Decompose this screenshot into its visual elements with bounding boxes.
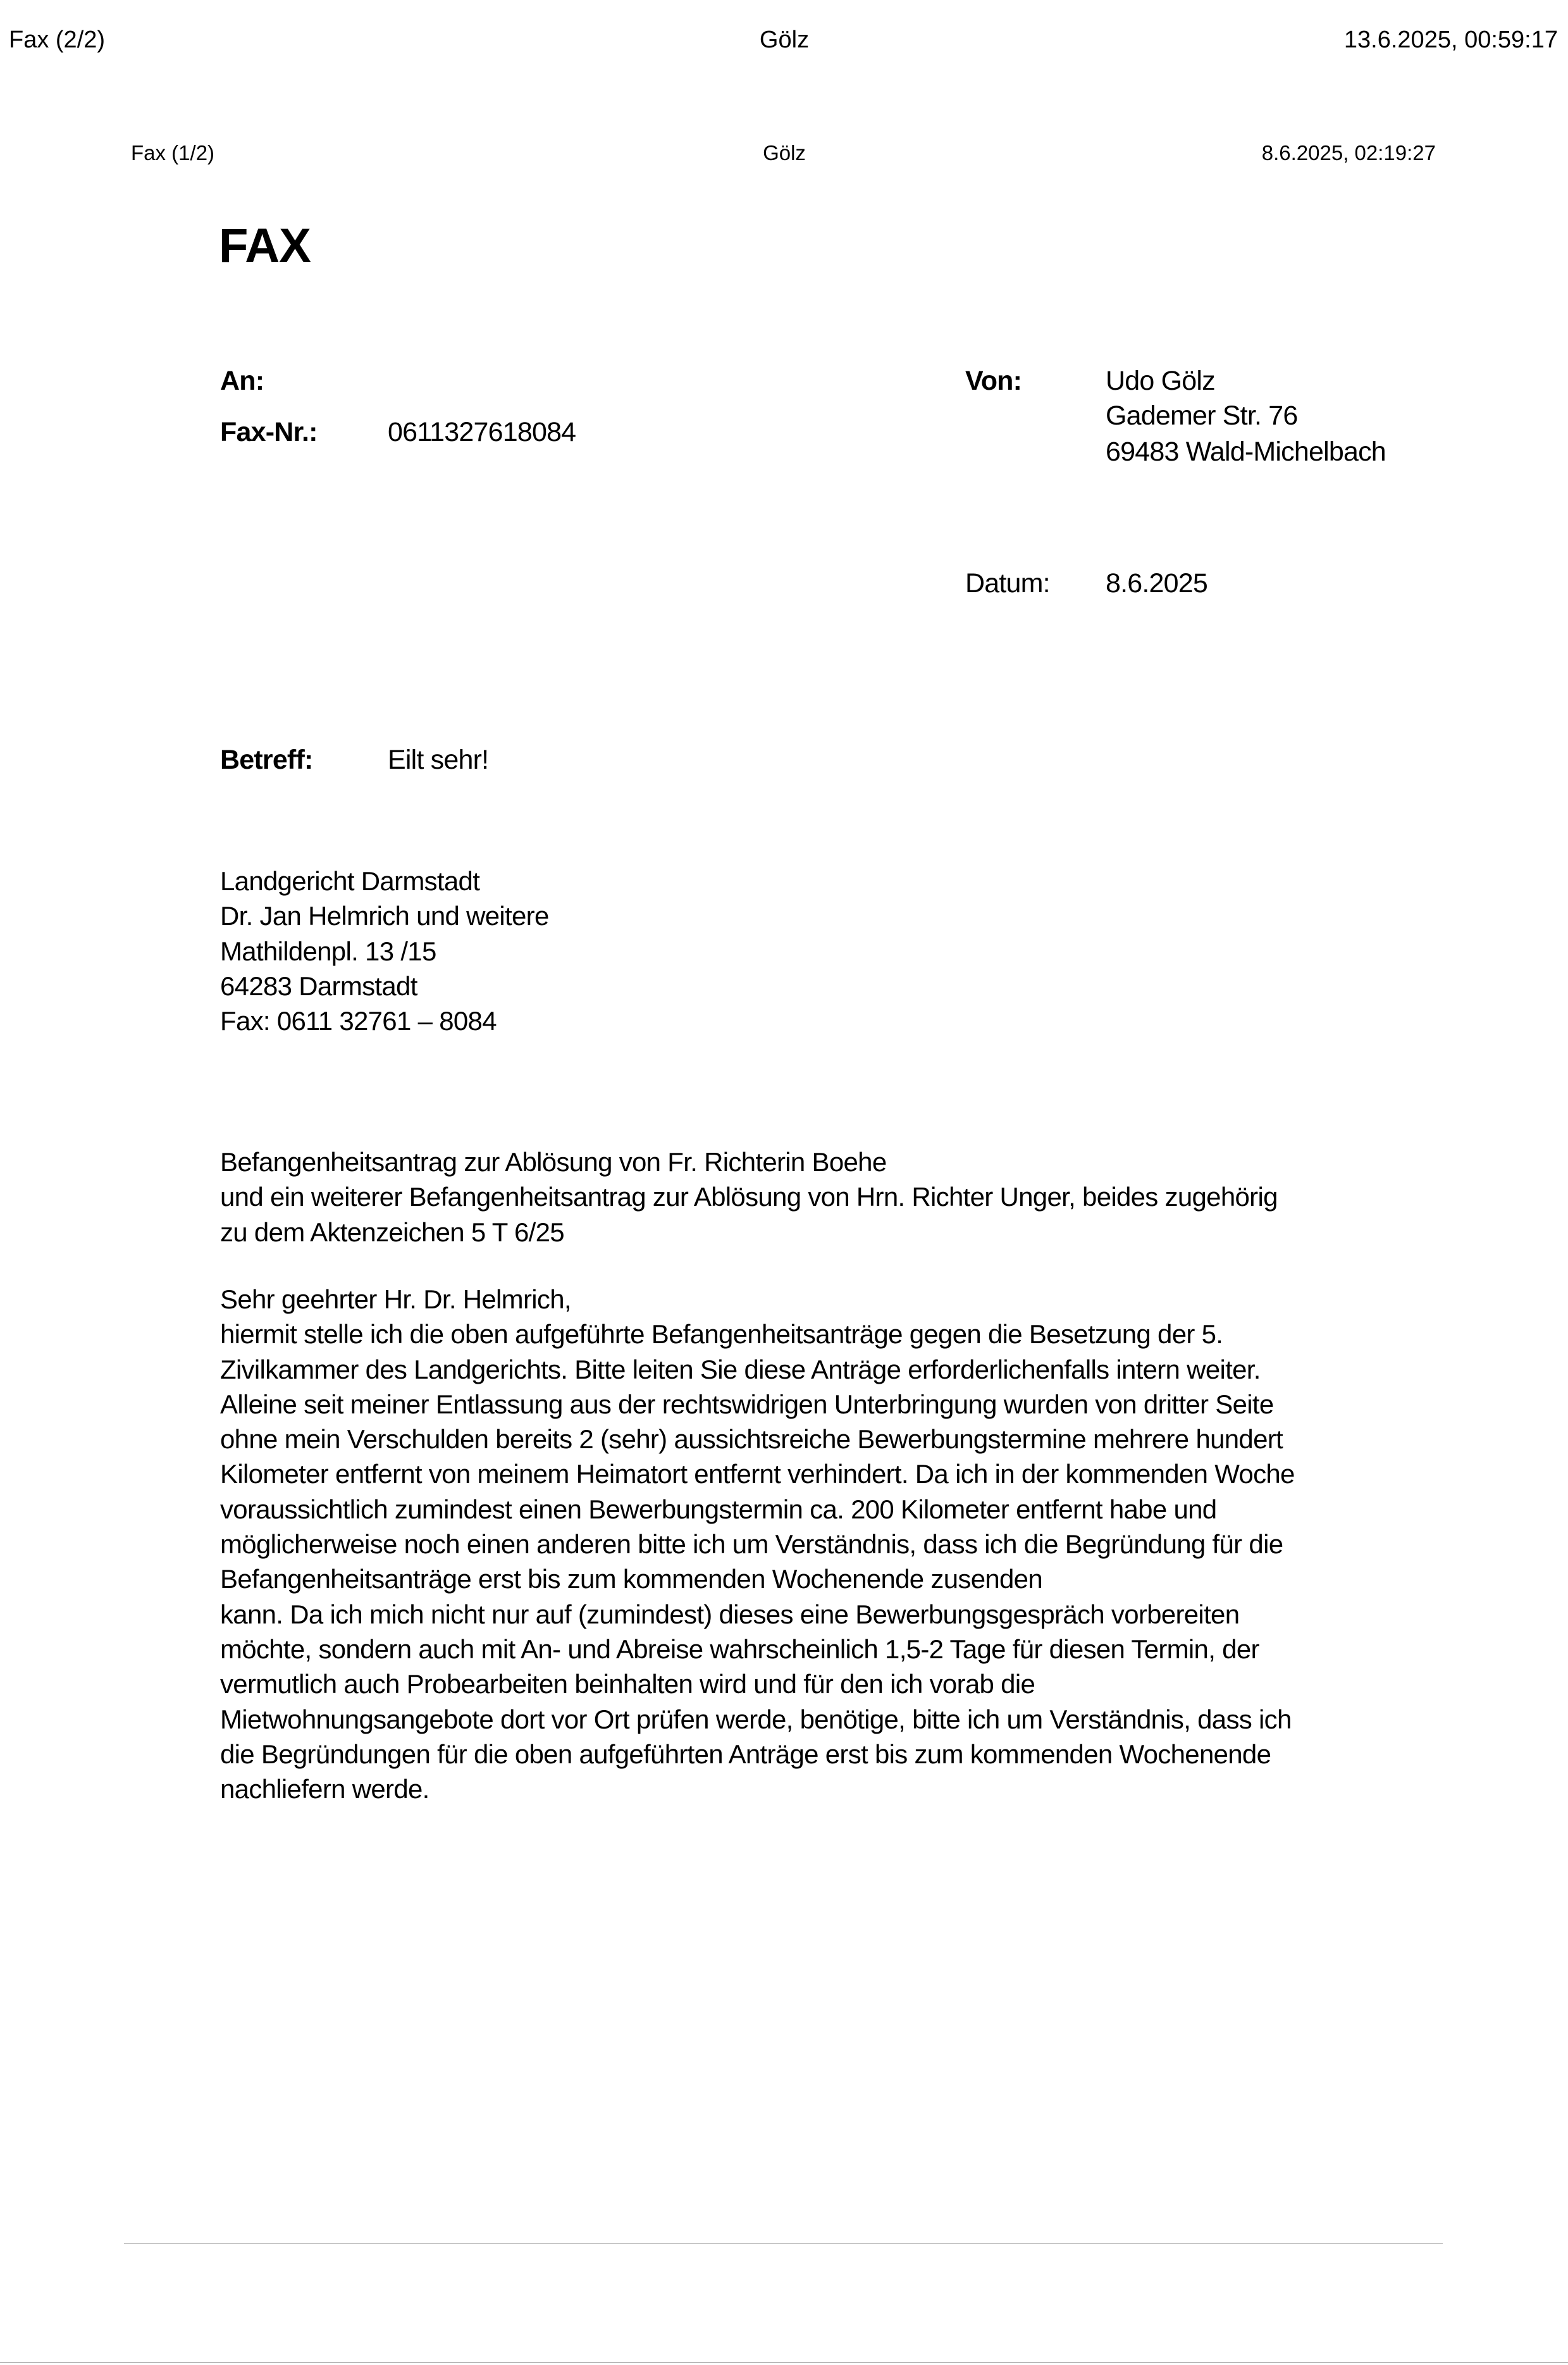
inner-header-center: Gölz [763,141,806,164]
recipient-address [220,864,549,1038]
address-line: Landgericht Darmstadt [220,866,480,896]
address-line: Fax: 0611 32761 – 8084 [220,1006,497,1036]
body-line: Mietwohnungsangebote dort vor Ort prüfen werde, benötige, bitte ich um Verständnis, dass ich [220,1704,1292,1734]
fax-number-value: 0611327618084 [388,417,576,447]
inner-header-right: 8.6.2025, 02:19:27 [1261,141,1436,164]
fax-number-label: Fax-Nr.: [220,417,318,447]
body-line: Zivilkammer des Landgerichts. Bitte leiten Sie diese Anträge erforderlichenfalls intern weiter. [220,1354,1261,1384]
outer-header-right: 13.6.2025, 00:59:17 [1343,27,1558,53]
an-label: An: [220,366,264,396]
address-line: Dr. Jan Helmrich und weitere [220,901,549,931]
letter-body [220,1282,1295,1806]
reference-line: und ein weiterer Befangenheitsantrag zur Ablösung von Hrn. Richter Unger, beides zugehörig [220,1182,1278,1212]
body-line: möchte, sondern auch mit An- und Abreise wahrscheinlich 1,5-2 Tage für diesen Termin, der [220,1634,1259,1664]
date-label: Datum: [965,568,1050,599]
body-line: hiermit stelle ich die oben aufgeführte Befangenheitsanträge gegen die Besetzung der 5. [220,1319,1223,1350]
body-line: ohne mein Verschulden bereits 2 (sehr) aussichtsreiche Bewerbungstermine mehrere hundert [220,1424,1283,1455]
outer-header-left: Fax (2/2) [9,27,106,53]
body-line: nachliefern werde. [220,1774,429,1804]
body-line: vermutlich auch Probearbeiten beinhalten wird und für den ich vorab die [220,1669,1035,1699]
sender-name: Udo Gölz [1106,366,1215,396]
outer-header-center: Gölz [759,27,810,53]
body-line: kann. Da ich mich nicht nur auf (zumindest) dieses eine Bewerbungsgespräch vorbereiten [220,1599,1240,1629]
reference-line: Befangenheitsantrag zur Ablösung von Fr. Richterin Boehe [220,1147,887,1177]
page-divider [124,2243,1443,2244]
salutation: Sehr geehrter Hr. Dr. Helmrich, [220,1284,571,1314]
address-line: 64283 Darmstadt [220,971,417,1001]
body-line: Befangenheitsanträge erst bis zum kommenden Wochenende zusenden [220,1564,1042,1594]
address-line: Mathildenpl. 13 /15 [220,936,436,966]
body-line: Kilometer entfernt von meinem Heimatort entfernt verhindert. Da ich in der kommenden Woche [220,1459,1295,1489]
von-label: Von: [965,366,1022,396]
inner-header-left: Fax (1/2) [131,141,215,164]
body-line: Alleine seit meiner Entlassung aus der rechtswidrigen Unterbringung wurden von dritter Seite [220,1389,1274,1419]
body-line: möglicherweise noch einen anderen bitte ich um Verständnis, dass ich die Begründung für die [220,1529,1283,1560]
reference-line: zu dem Aktenzeichen 5 T 6/25 [220,1217,564,1247]
sender-street: Gademer Str. 76 [1106,400,1298,431]
subject-value: Eilt sehr! [388,745,489,775]
body-line: voraussichtlich zumindest einen Bewerbungstermin ca. 200 Kilometer entfernt habe und [220,1494,1217,1524]
fax-title: FAX [219,219,311,273]
body-line: die Begründungen für die oben aufgeführten Anträge erst bis zum kommenden Wochenende [220,1739,1271,1769]
date-value: 8.6.2025 [1106,568,1207,599]
sender-city: 69483 Wald-Michelbach [1106,437,1386,467]
reference-block [220,1145,1278,1250]
subject-label: Betreff: [220,745,313,775]
page-bottom-edge [0,2362,1568,2363]
